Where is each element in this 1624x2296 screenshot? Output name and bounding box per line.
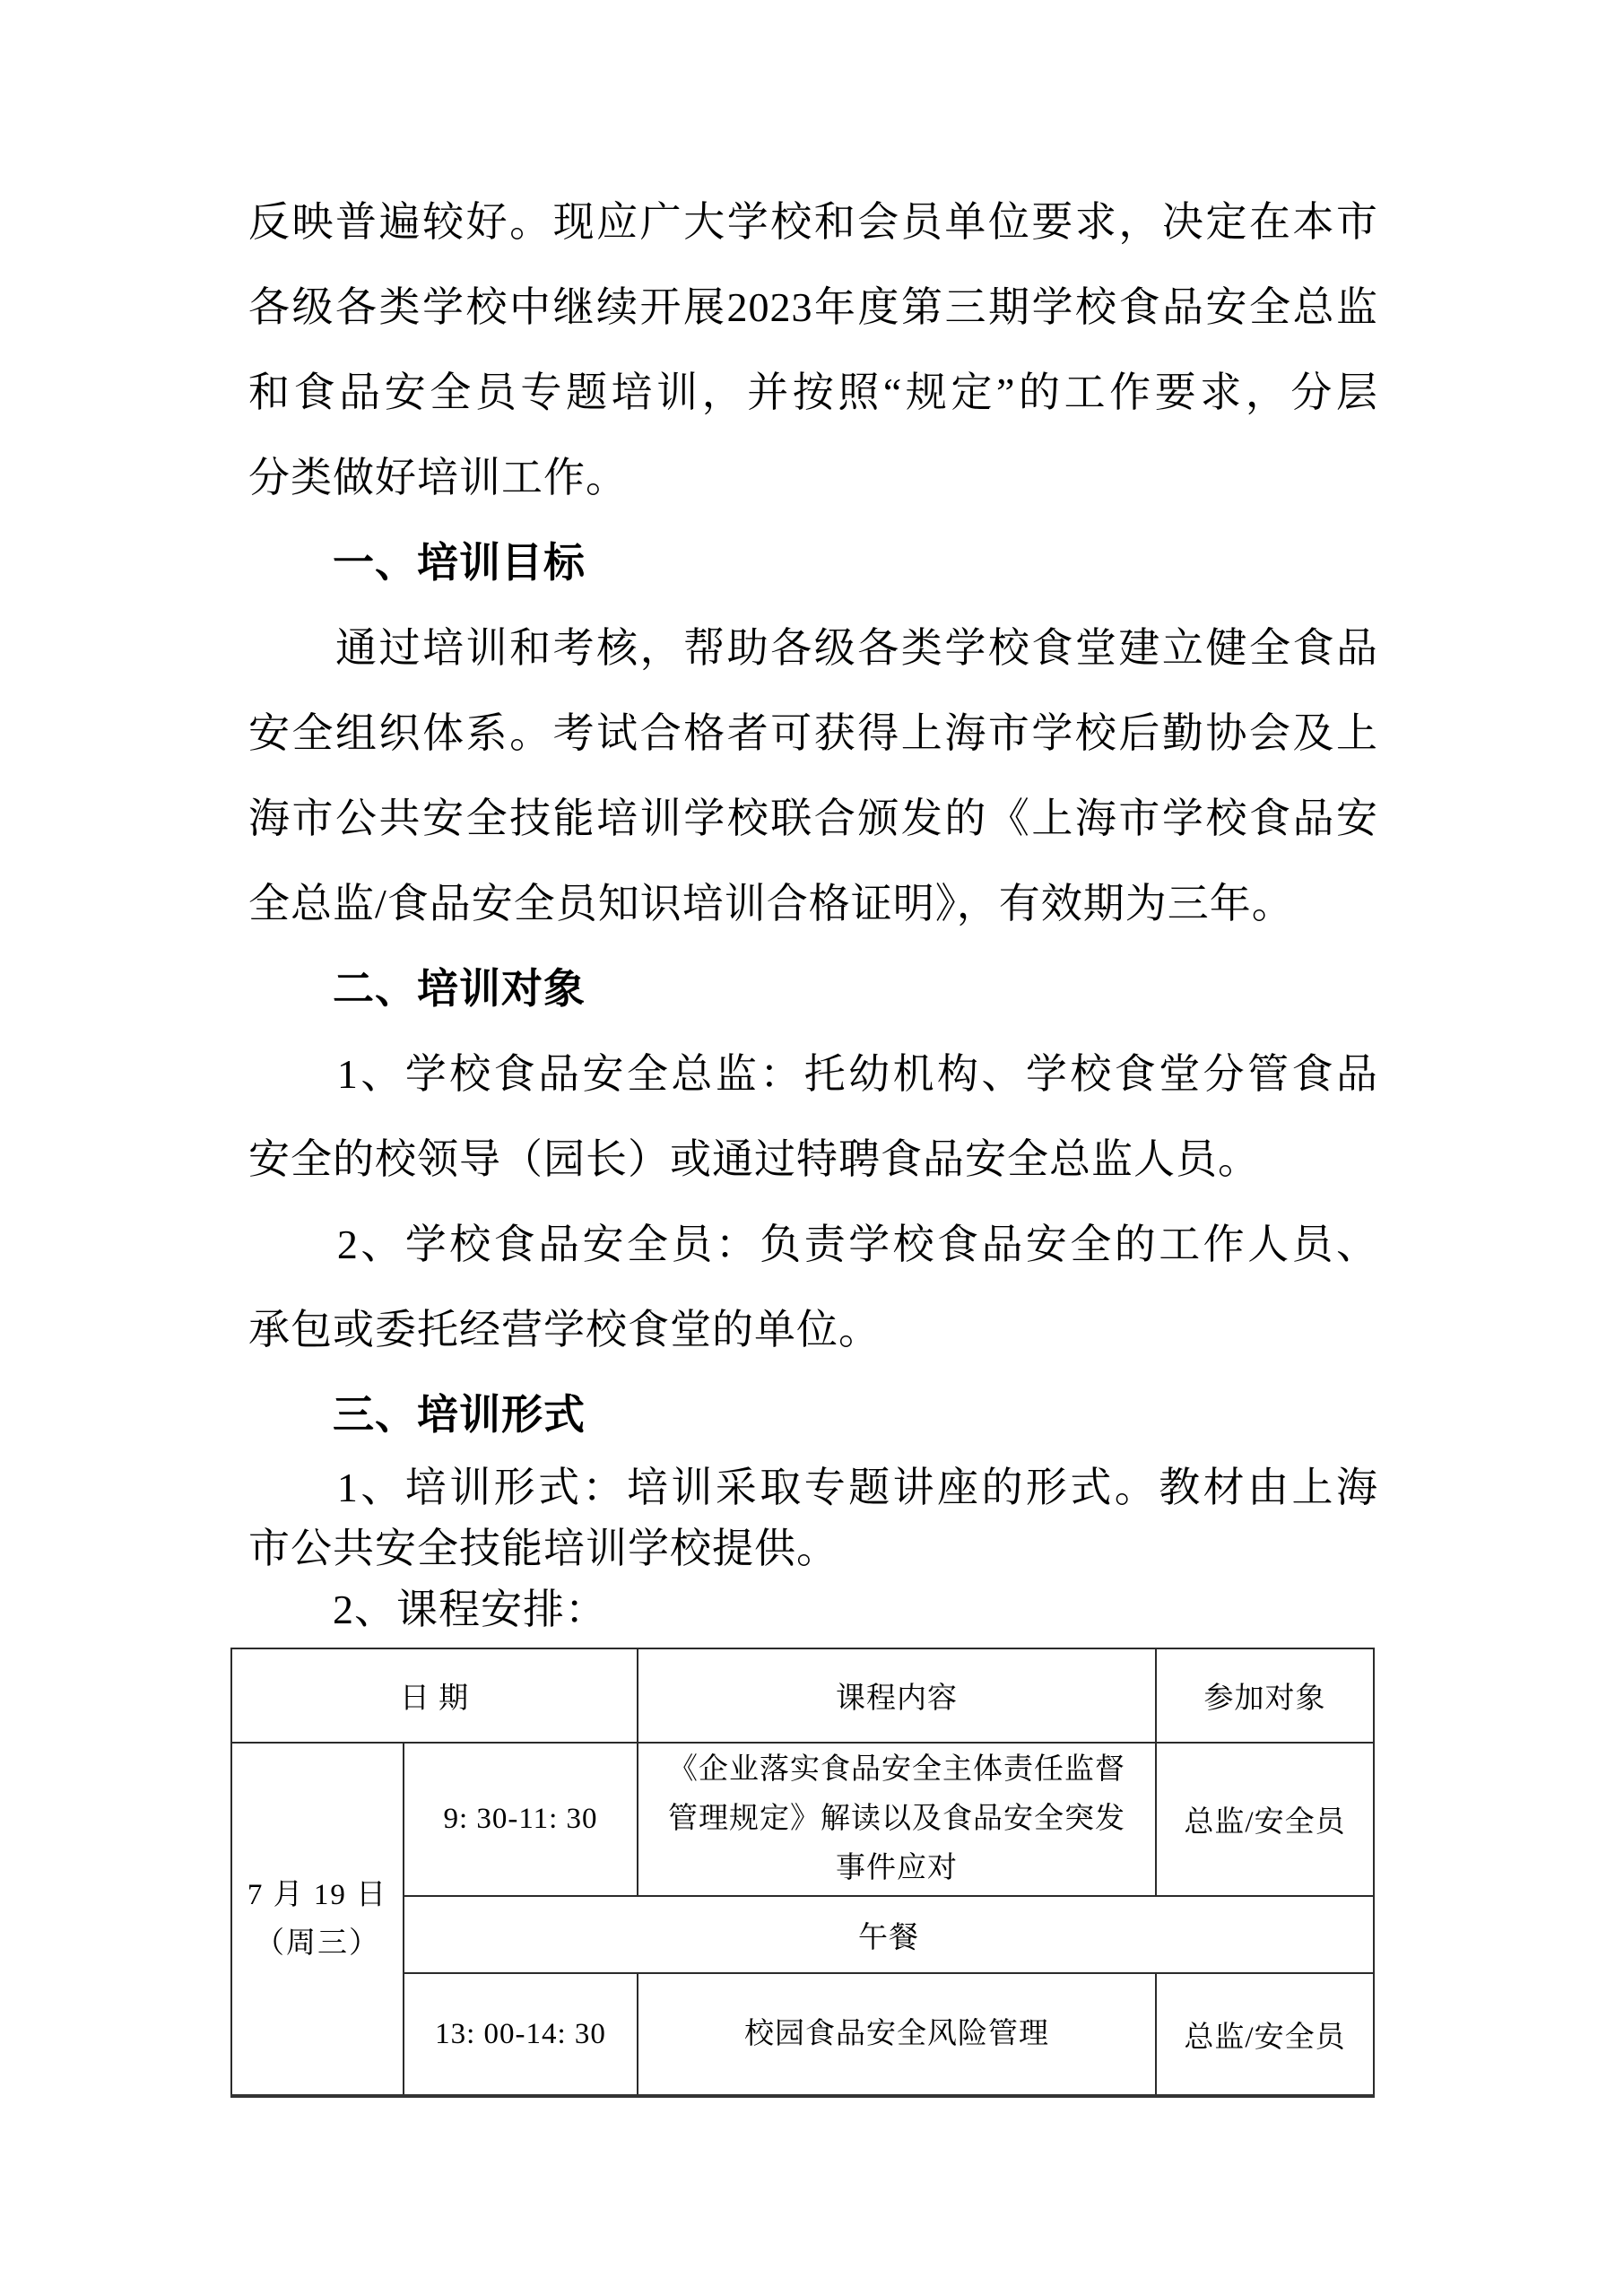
section-heading-training-goal: 一、培训目标 [248, 539, 586, 586]
course-cell-morning [638, 1743, 1156, 1896]
text-line: 市公共安全技能培训学校提供。 [248, 1526, 838, 1571]
date-cell [231, 1743, 404, 2096]
section-heading-training-format: 三、培训形式 [248, 1391, 586, 1438]
weekday-line: （周三） [255, 1926, 380, 1960]
table-row-afternoon-session [231, 1973, 1374, 2096]
course-line: 管理规定》解读以及食品安全突发 [668, 1803, 1125, 1835]
text-line: 1、学校食品安全总监：托幼机构、学校食堂分管食品 [248, 1051, 1378, 1097]
course-schedule-table [230, 1648, 1375, 2098]
text-line: 全总监/食品安全员知识培训合格证明》，有效期为三年。 [248, 881, 1294, 926]
document-body [248, 179, 1378, 2098]
date-line: 7 月 19 日 [247, 1878, 388, 1911]
text-line: 各级各类学校中继续开展2023年度第三期学校食品安全总监 [248, 284, 1378, 330]
text-line: 承包或委托经营学校食堂的单位。 [248, 1307, 881, 1352]
text-line: 安全组织体系。考试合格者可获得上海市学校后勤协会及上 [248, 710, 1378, 756]
text-line: 安全的校领导（园长）或通过特聘食品安全总监人员。 [248, 1136, 1260, 1182]
section-heading-training-audience: 二、培训对象 [248, 965, 586, 1012]
lunch-cell: 午餐 [404, 1896, 1374, 1973]
table-row-lunch [231, 1896, 1374, 1973]
course-cell-afternoon [638, 1973, 1156, 2096]
column-header-course: 课程内容 [638, 1648, 1156, 1743]
text-line: 2、课程安排： [248, 1587, 607, 1632]
audience-cell-afternoon: 总监/安全员 [1156, 1973, 1374, 2096]
text-line: 分类做好培训工作。 [248, 455, 628, 500]
text-line: 1、培训形式：培训采取专题讲座的形式。教材由上海 [248, 1465, 1378, 1510]
column-header-audience: 参加对象 [1156, 1648, 1374, 1743]
course-line: 校园食品安全风险管理 [744, 2017, 1049, 2050]
course-line: 事件应对 [836, 1852, 958, 1884]
course-line: 《企业落实食品安全主体责任监督 [668, 1753, 1125, 1786]
text-line: 通过培训和考核，帮助各级各类学校食堂建立健全食品 [248, 625, 1378, 671]
table-header-row [231, 1648, 1374, 1743]
text-line: 反映普遍较好。现应广大学校和会员单位要求，决定在本市 [248, 199, 1378, 245]
column-header-date: 日 期 [231, 1648, 638, 1743]
time-cell-morning: 9: 30-11: 30 [404, 1743, 638, 1896]
text-line: 海市公共安全技能培训学校联合颁发的《上海市学校食品安 [248, 796, 1378, 841]
table-row-morning-session [231, 1743, 1374, 1896]
tight-paragraph-block [248, 1457, 1378, 1640]
text-line: 和食品安全员专题培训，并按照“规定”的工作要求，分层 [248, 370, 1378, 415]
time-cell-afternoon: 13: 00-14: 30 [404, 1973, 638, 2096]
text-line: 2、学校食品安全员：负责学校食品安全的工作人员、 [248, 1222, 1378, 1267]
audience-cell-morning: 总监/安全员 [1156, 1743, 1374, 1896]
